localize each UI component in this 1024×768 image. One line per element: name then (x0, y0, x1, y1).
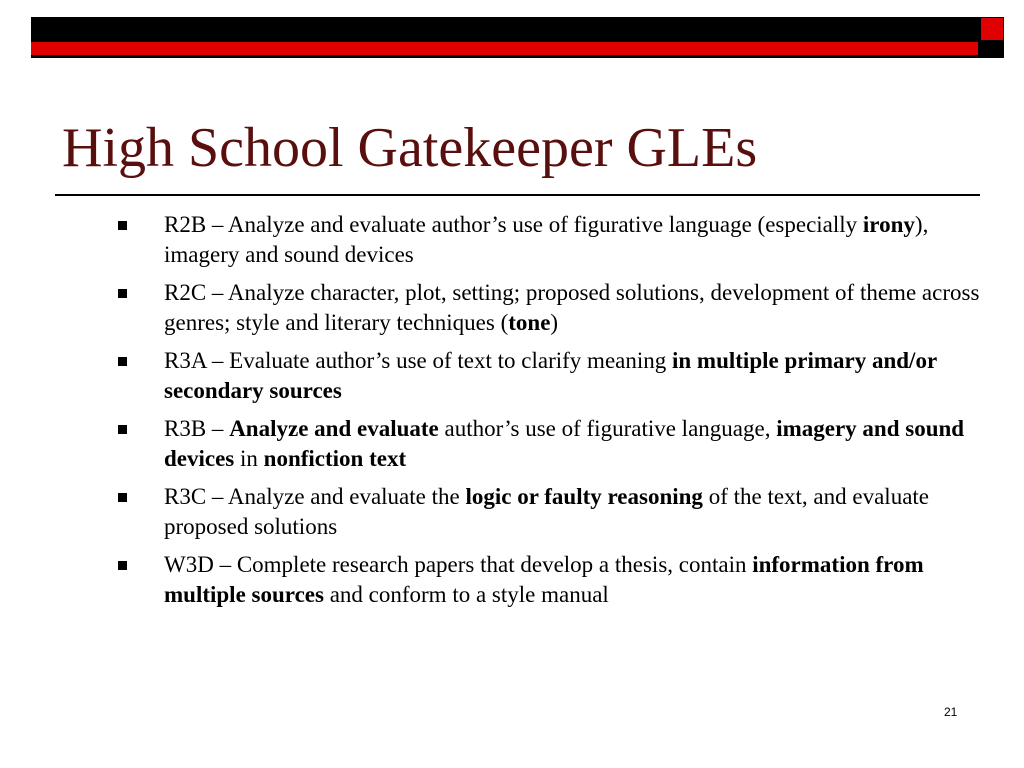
bullet-text: ), imagery and sound devices (164, 212, 929, 267)
bullet-text: W3D – Complete research papers that develop a thesis, contain (164, 552, 753, 577)
bullet-text: ) (550, 310, 559, 335)
bullet-text: in (234, 446, 264, 471)
square-bullet-icon (118, 425, 127, 434)
bullet-text-bold: Analyze and evaluate (229, 416, 439, 441)
bullet-text-bold: information from multiple sources (164, 552, 924, 607)
bullet-text-bold: logic or faulty reasoning (465, 484, 703, 509)
bullet-text: R3A – Evaluate author’s use of text to clarify meaning (164, 348, 672, 373)
bullet-item (112, 210, 982, 270)
bullet-item (112, 482, 982, 542)
bullet-item (112, 278, 982, 338)
square-bullet-icon (118, 357, 127, 366)
bullet-text-bold: nonfiction text (263, 446, 407, 471)
square-bullet-icon (118, 561, 127, 570)
bullet-item (112, 346, 982, 406)
slide-number: 21 (944, 705, 958, 719)
square-bullet-icon (118, 221, 127, 230)
corner-red-square (981, 18, 1003, 40)
title-underline (55, 194, 980, 196)
bullet-text: and conform to a style manual (323, 582, 609, 607)
bullet-list (112, 210, 982, 618)
bullet-text-bold: irony (862, 212, 915, 237)
bullet-text: R2B – Analyze and evaluate author’s use of figurative language (especially (164, 212, 863, 237)
bullet-item (112, 550, 982, 610)
square-bullet-icon (118, 493, 127, 502)
bullet-text-bold: tone (508, 310, 551, 335)
square-bullet-icon (118, 289, 127, 298)
bullet-text: of the text, and evaluate proposed solutions (164, 484, 930, 539)
bullet-item (112, 414, 982, 474)
bullet-text: R2C – Analyze character, plot, setting; proposed solutions, development of theme across genres; style and literary techniques ( (164, 280, 980, 335)
slide-title: High School Gatekeeper GLEs (62, 117, 758, 179)
bullet-text-bold: in multiple primary and/or secondary sources (164, 348, 937, 403)
bullet-text: R3C – Analyze and evaluate the (164, 484, 466, 509)
bullet-text: author’s use of figurative language, (438, 416, 777, 441)
header-red-stripe (31, 42, 978, 55)
bullet-text-bold: imagery and sound devices (164, 416, 965, 471)
bullet-text: R3B – (164, 416, 230, 441)
